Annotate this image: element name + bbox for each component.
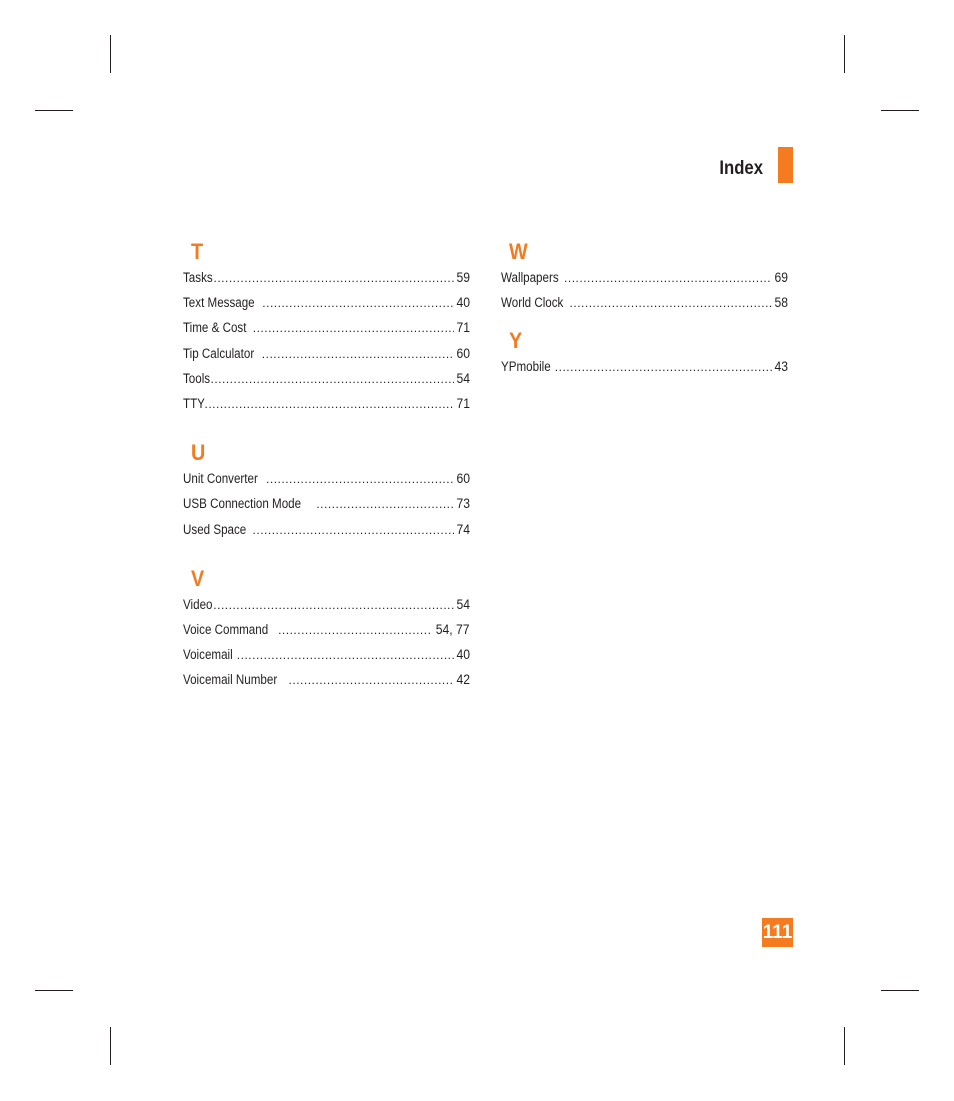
index-entry[interactable] <box>183 592 470 617</box>
index-section-w <box>501 238 788 315</box>
crop-mark <box>35 110 73 111</box>
entry-term: USB Connection Mode <box>183 496 302 512</box>
entry-term: YPmobile <box>501 359 551 375</box>
entry-term: TTY <box>183 395 205 411</box>
entry-term: Wallpapers <box>501 270 559 285</box>
index-entry[interactable] <box>183 642 470 667</box>
entry-term: Video <box>183 596 213 612</box>
index-section-y <box>501 327 788 379</box>
index-section-v <box>183 565 470 693</box>
entry-page: 54, 77 <box>436 621 470 637</box>
index-entry[interactable] <box>183 617 470 642</box>
entry-term: Text Message <box>183 295 255 311</box>
entry-page: 54 <box>456 370 470 386</box>
leader-dots <box>266 467 454 492</box>
entry-term: Voicemail Number <box>183 672 278 688</box>
crop-mark <box>844 1027 845 1065</box>
index-entry[interactable] <box>183 491 470 516</box>
section-letter: T <box>191 239 204 264</box>
index-column-left <box>183 238 470 692</box>
entry-page: 40 <box>456 295 470 311</box>
section-tab <box>778 147 793 183</box>
index-entry[interactable] <box>183 517 470 542</box>
section-letter: W <box>509 239 528 264</box>
index-entry[interactable] <box>183 366 470 391</box>
page-number: 111 <box>762 918 793 947</box>
entry-page: 58 <box>774 295 788 311</box>
leader-dots <box>214 266 454 291</box>
entry-page: 42 <box>456 672 470 688</box>
entry-term: Used Space <box>183 521 247 537</box>
crop-mark <box>110 35 111 73</box>
entry-term: Voice Command <box>183 621 269 637</box>
index-entry[interactable] <box>501 290 788 315</box>
index-entry[interactable] <box>183 466 470 491</box>
index-section-u <box>183 439 470 542</box>
index-entry[interactable] <box>183 391 470 416</box>
leader-dots <box>211 367 454 392</box>
index-entry[interactable] <box>183 315 470 340</box>
entry-term: Tip Calculator <box>183 345 255 361</box>
entry-page: 54 <box>456 596 470 612</box>
leader-dots <box>205 392 454 417</box>
entry-term: Tasks <box>183 270 213 285</box>
entry-page: 60 <box>456 345 470 361</box>
leader-dots <box>213 593 454 618</box>
index-entry[interactable] <box>501 354 788 379</box>
index-entry[interactable] <box>183 265 470 290</box>
index-column-right <box>501 238 788 380</box>
entry-page: 73 <box>456 496 470 512</box>
index-entry[interactable] <box>183 341 470 366</box>
section-letter: Y <box>509 328 523 354</box>
section-letter: U <box>191 440 206 466</box>
entry-term: World Clock <box>501 295 564 311</box>
index-entry[interactable] <box>183 290 470 315</box>
leader-dots <box>570 291 772 316</box>
entry-page: 71 <box>456 320 470 336</box>
leader-dots <box>555 355 772 380</box>
page-title: Index <box>719 158 763 179</box>
leader-dots <box>278 618 431 643</box>
index-entry[interactable] <box>501 265 788 290</box>
entry-term: Time & Cost <box>183 320 247 336</box>
entry-page: 59 <box>456 270 470 285</box>
crop-mark <box>110 1027 111 1065</box>
entry-term: Tools <box>183 370 211 386</box>
section-letter: V <box>191 565 205 591</box>
leader-dots <box>316 492 454 517</box>
index-section-t <box>183 238 470 416</box>
entry-page: 60 <box>456 471 470 487</box>
entry-page: 43 <box>774 359 788 375</box>
entry-page: 40 <box>456 647 470 663</box>
leader-dots <box>262 291 454 316</box>
leader-dots <box>237 643 454 668</box>
crop-mark <box>881 110 919 111</box>
entry-term: Voicemail <box>183 647 233 663</box>
entry-term: Unit Converter <box>183 471 258 487</box>
crop-mark <box>844 35 845 73</box>
leader-dots <box>564 266 772 291</box>
leader-dots <box>262 342 454 367</box>
crop-mark <box>35 990 73 991</box>
leader-dots <box>253 316 454 341</box>
leader-dots <box>253 518 454 543</box>
entry-page: 69 <box>774 270 788 285</box>
leader-dots <box>289 668 454 693</box>
crop-mark <box>881 990 919 991</box>
entry-page: 71 <box>456 395 470 411</box>
entry-page: 74 <box>456 521 470 537</box>
index-entry[interactable] <box>183 667 470 692</box>
